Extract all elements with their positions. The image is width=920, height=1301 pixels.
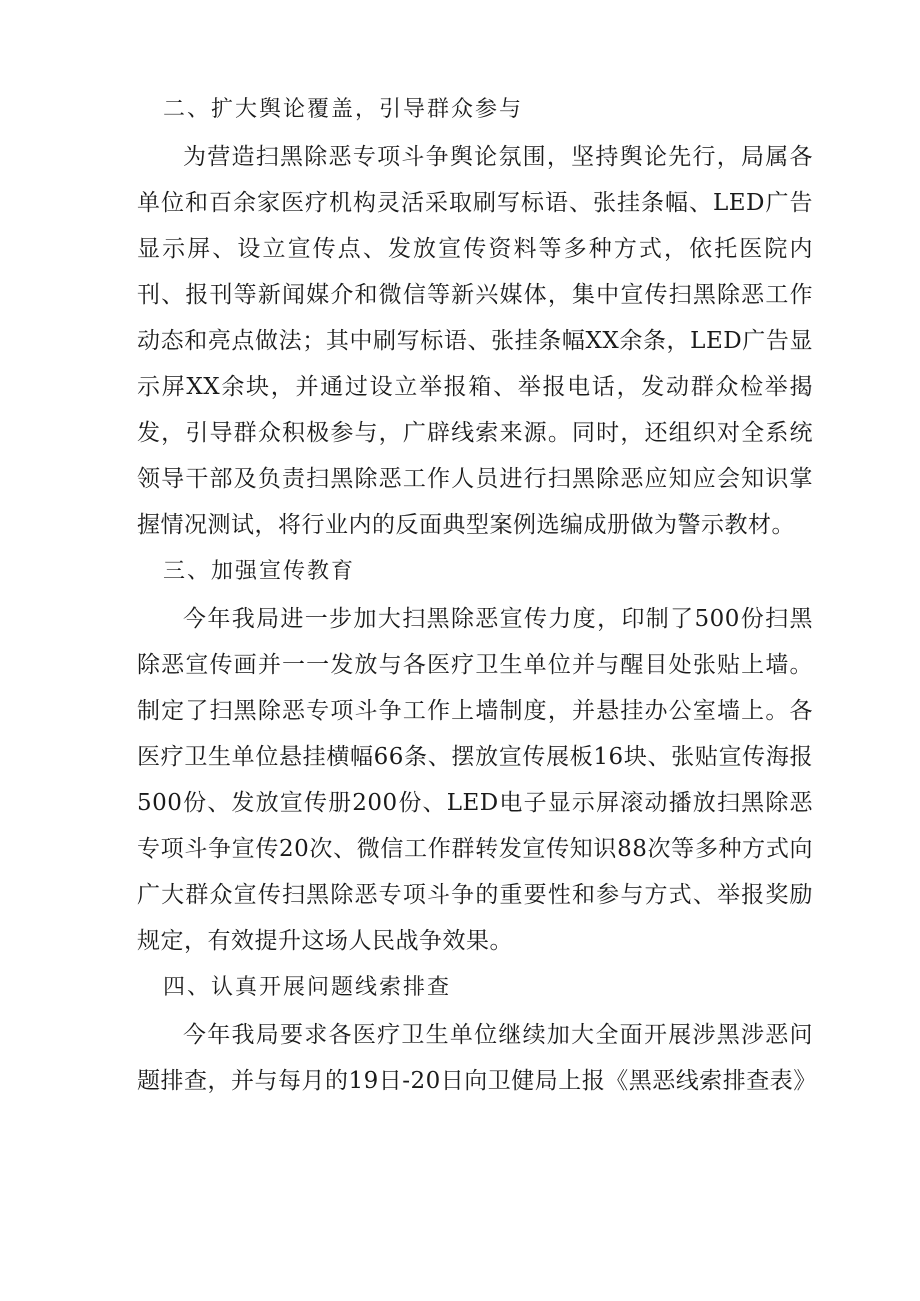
- section-heading-2: 二、扩大舆论覆盖，引导群众参与: [163, 97, 524, 122]
- section-paragraph-2: 为营造扫黑除恶专项斗争舆论氛围，坚持舆论先行，局属各单位和百余家医疗机构灵活采取刷写标语、张挂条幅、LED广告显示屏、设立宣传点、发放宣传资料等多种方式，依托医院内刊、报刊等新闻媒介和微信等新兴媒体，集中宣传扫黑除恶工作动态和亮点做法；其中刷写标语、张挂条幅XX余条，LED广告显示屏XX余块，并通过设立举报箱、举报电话，发动群众检举揭发，引导群众积极参与，广辟线索来源。同时，还组织对全系统领导干部及负责扫黑除恶工作人员进行扫黑除恶应知应会知识掌握情况测试，将行业内的反面典型案例选编成册做为警示教材。: [137, 144, 813, 538]
- section-paragraph-4: 今年我局要求各医疗卫生单位继续加大全面开展涉黑涉恶问题排查，并与每月的19日-20日向卫健局上报《黑恶线索排查表》: [137, 1022, 817, 1094]
- section-paragraph-3: 今年我局进一步加大扫黑除恶宣传力度，印制了500份扫黑除恶宣传画并一一发放与各医疗卫生单位并与醒目处张贴上墙。制定了扫黑除恶专项斗争工作上墙制度，并悬挂办公室墙上。各医疗卫生单位悬挂横幅66条、摆放宣传展板16块、张贴宣传海报500份、发放宣传册200份、LED电子显示屏滚动播放扫黑除恶专项斗争宣传20次、微信工作群转发宣传知识88次等多种方式向广大群众宣传扫黑除恶专项斗争的重要性和参与方式、举报奖励规定，有效提升这场人民战争效果。: [137, 606, 813, 954]
- document-body: [137, 86, 817, 1104]
- section-heading-4: 四、认真开展问题线索排查: [163, 975, 452, 1000]
- section-heading-3: 三、加强宣传教育: [163, 559, 356, 584]
